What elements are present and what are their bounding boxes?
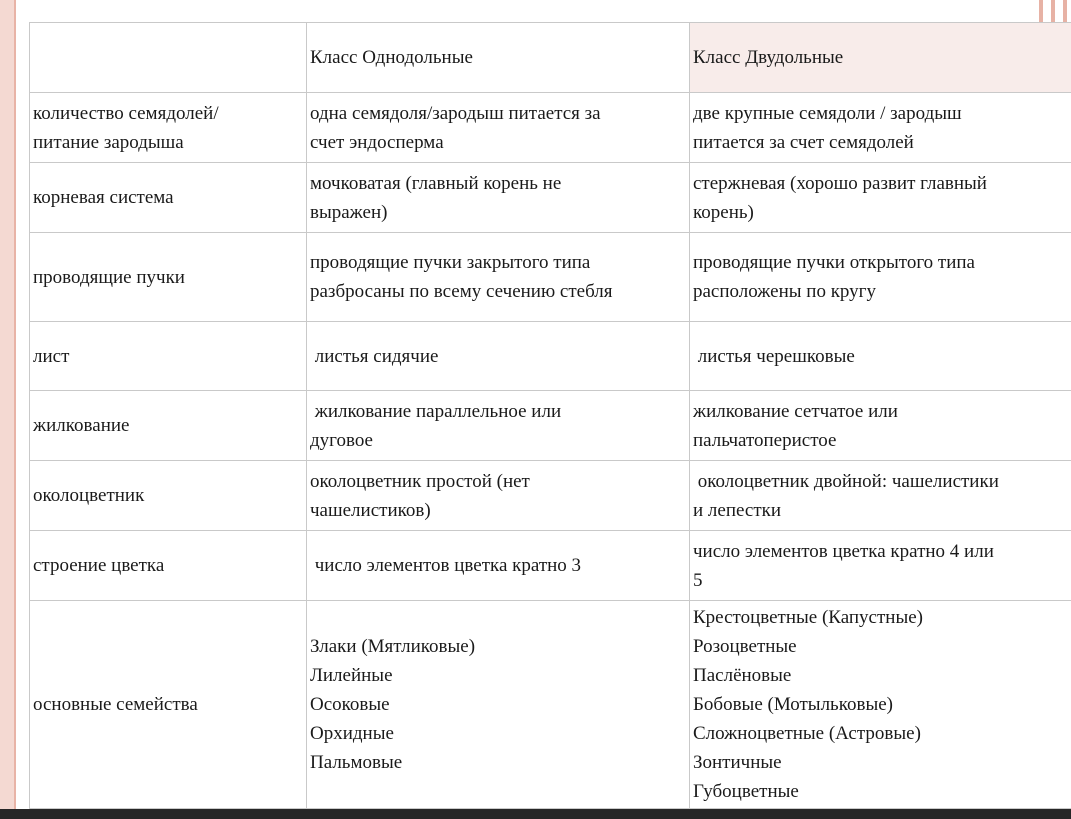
cell-line: 5: [693, 569, 703, 591]
cell-line: питается за счет семядолей: [693, 131, 914, 153]
table-row: [30, 391, 1071, 461]
row-label-line: питание зародыша: [33, 131, 184, 153]
family-item: Орхидные: [310, 723, 394, 744]
family-item: Лилейные: [310, 665, 393, 686]
row-label-line: околоцветник: [33, 485, 145, 506]
row-label-line: проводящие пучки: [33, 266, 185, 288]
family-item: Крестоцветные (Капустные): [693, 607, 923, 628]
dicots-cell: [690, 163, 1071, 233]
family-item: Розоцветные: [693, 636, 797, 657]
cell-line: околоцветник простой (нет: [310, 470, 530, 492]
row-label: [30, 93, 307, 163]
cell-line: листья сидячие: [310, 345, 439, 367]
cell-line: стержневая (хорошо развит главный: [693, 172, 987, 194]
family-item: Паслёновые: [693, 665, 792, 686]
table-row: [30, 93, 1071, 163]
family-item: Бобовые (Мотыльковые): [693, 694, 893, 715]
row-label: [30, 233, 307, 322]
dicots-cell: [690, 461, 1071, 531]
monocots-cell: [307, 531, 690, 601]
row-label-line: лист: [33, 345, 70, 367]
family-item: Осоковые: [310, 694, 390, 715]
cell-line: разбросаны по всему сечению стебля: [310, 281, 613, 302]
cell-line: проводящие пучки закрытого типа: [310, 252, 591, 273]
cell-line: жилкование сетчатое или: [693, 400, 898, 422]
comparison-table: [29, 22, 1071, 809]
table-row: [30, 233, 1071, 322]
bottom-bar: [0, 809, 1071, 819]
row-label: [30, 322, 307, 391]
family-item: Злаки (Мятликовые): [310, 636, 476, 657]
slide-corner-stripes: [1035, 0, 1071, 22]
table-row: [30, 163, 1071, 233]
cell-line: число элементов цветка кратно 4 или: [693, 540, 994, 562]
monocots-cell: [307, 391, 690, 461]
cell-line: околоцветник двойной: чашелистики: [693, 470, 999, 492]
monocots-cell: [307, 233, 690, 322]
cell-line: корень): [693, 201, 754, 223]
header-monocots: Класс Однодольные: [307, 23, 690, 93]
dicots-cell: [690, 233, 1071, 322]
row-label: [30, 461, 307, 531]
dicots-cell: [690, 601, 1071, 809]
row-label: [30, 601, 307, 809]
row-label: [30, 163, 307, 233]
family-item: Зонтичные: [693, 752, 782, 773]
cell-line: пальчатоперистое: [693, 429, 837, 451]
row-label-line: количество семядолей/: [33, 102, 219, 124]
table-row: [30, 322, 1071, 391]
row-label-line: жилкование: [33, 415, 130, 436]
family-item: Пальмовые: [310, 752, 403, 773]
dicots-cell: [690, 391, 1071, 461]
slide-top-margin: [0, 0, 1071, 20]
cell-line: расположены по кругу: [693, 281, 876, 302]
row-label-line: корневая система: [33, 187, 174, 208]
cell-line: выражен): [310, 201, 388, 223]
dicots-cell: [690, 322, 1071, 391]
cell-line: мочковатая (главный корень не: [310, 172, 562, 194]
row-label-line: строение цветка: [33, 555, 165, 576]
family-item: Губоцветные: [693, 781, 799, 802]
dicots-cell: [690, 531, 1071, 601]
cell-line: две крупные семядоли / зародыш: [693, 102, 962, 124]
monocots-cell: [307, 163, 690, 233]
cell-line: чашелистиков): [310, 499, 431, 521]
table-row: [30, 601, 1071, 809]
monocots-cell: [307, 93, 690, 163]
monocots-cell: [307, 601, 690, 809]
cell-line: дуговое: [310, 429, 373, 451]
dicots-cell: [690, 93, 1071, 163]
cell-line: проводящие пучки открытого типа: [693, 252, 975, 273]
monocots-cell: [307, 322, 690, 391]
cell-line: и лепестки: [693, 499, 782, 521]
family-item: Сложноцветные (Астровые): [693, 723, 921, 744]
cell-line: листья черешковые: [693, 345, 855, 367]
table-header-row: [30, 23, 1071, 93]
slide-left-accent: [0, 0, 14, 819]
row-label-line: основные семейства: [33, 694, 198, 715]
table-row: [30, 461, 1071, 531]
header-corner-cell: [30, 23, 307, 93]
cell-line: одна семядоля/зародыш питается за: [310, 102, 601, 124]
cell-line: число элементов цветка кратно 3: [310, 555, 582, 576]
row-label: [30, 531, 307, 601]
slide-left-accent-line: [14, 0, 16, 819]
table-row: [30, 531, 1071, 601]
cell-line: счет эндосперма: [310, 131, 444, 153]
header-dicots: Класс Двудольные: [690, 23, 1071, 93]
monocots-cell: [307, 461, 690, 531]
row-label: [30, 391, 307, 461]
cell-line: жилкование параллельное или: [310, 400, 562, 422]
